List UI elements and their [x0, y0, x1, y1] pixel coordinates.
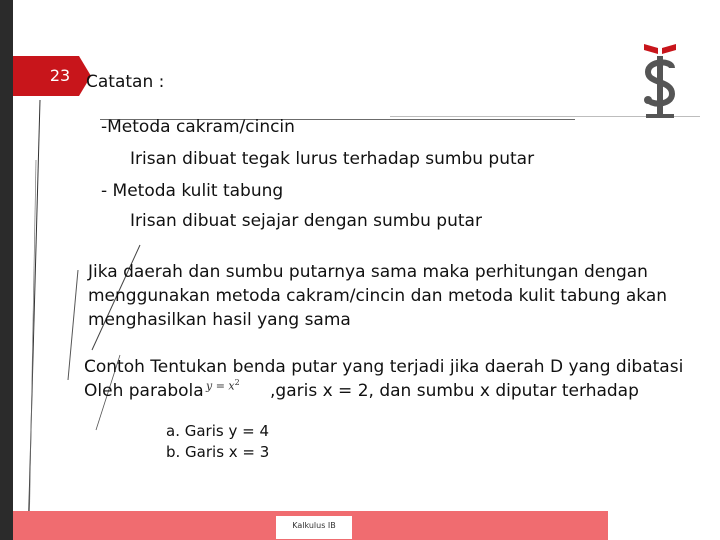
left-dark-strip [0, 0, 13, 540]
slide-number: 23 [49, 66, 71, 85]
paragraph-line-1: Jika daerah dan sumbu putarnya sama maka perhitungan dengan [88, 262, 648, 282]
paragraph-line-3: menghasilkan hasil yang sama [88, 310, 351, 330]
method-disk: -Metoda cakram/cincin [101, 117, 295, 137]
list-item: a. Garis y = 4 [166, 422, 269, 440]
method-shell: - Metoda kulit tabung [101, 181, 284, 201]
example-line-1: Contoh Tentukan benda putar yang terjadi jika daerah D yang dibatasi [84, 357, 684, 377]
question-list [166, 421, 269, 463]
parabola-formula: $y = x^2$ [206, 378, 240, 393]
slide-title: Catatan : [86, 72, 165, 92]
university-logo-icon [636, 38, 684, 124]
list-item: b. Garis x = 3 [166, 443, 270, 461]
example-line-2b: ,garis x = 2, dan sumbu x diputar terhadap [270, 381, 639, 401]
method-shell-note: Irisan dibuat sejajar dengan sumbu putar [130, 211, 482, 231]
footer-text: Kalkulus IB [292, 521, 336, 530]
example-line-2a: Oleh parabola [84, 381, 204, 401]
method-disk-note: Irisan dibuat tegak lurus terhadap sumbu putar [130, 149, 535, 169]
paragraph-line-2: menggunakan metoda cakram/cincin dan metoda kulit tabung akan [88, 286, 668, 306]
